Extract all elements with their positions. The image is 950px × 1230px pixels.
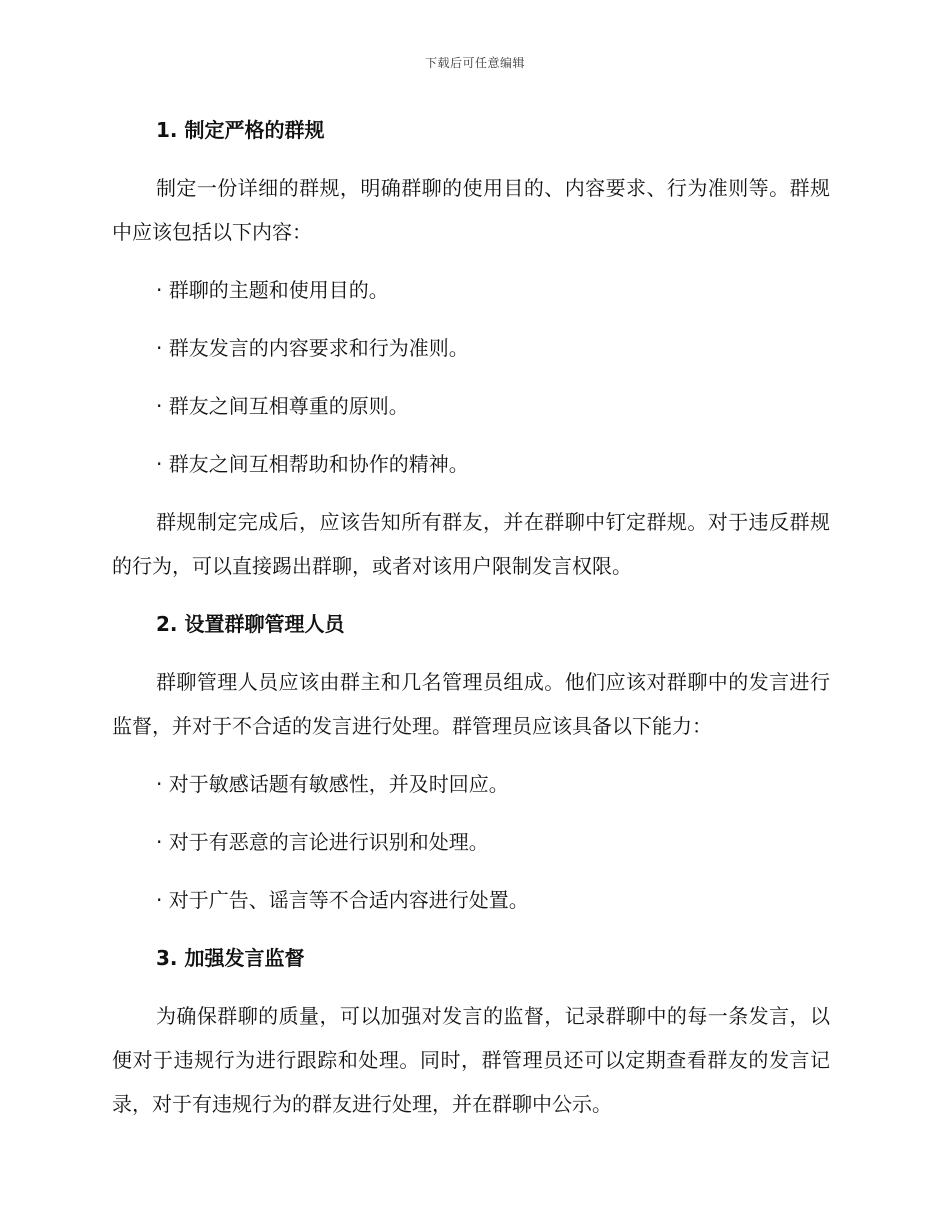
section-1-bullet: · 群友发言的内容要求和行为准则。 — [156, 336, 469, 360]
section-3-body: 为确保群聊的质量，可以加强对发言的监督，记录群聊中的每一条发言，以便对于违规行为进行跟踪和处理。同时，群管理员还可以定期查看群友的发言记录，对于有违规行为的群友进行处理，并在群聊中公示。 — [112, 1004, 830, 1116]
section-1-closing: 群规制定完成后，应该告知所有群友，并在群聊中钉定群规。对于违反群规的行为，可以直接踢出群聊，或者对该用户限制发言权限。 — [112, 510, 830, 578]
section-2-bullet: · 对于敏感话题有敏感性，并及时回应。 — [156, 772, 509, 796]
section-1-heading: 1. 制定严格的群规 — [156, 118, 325, 142]
section-1-bullet: · 群友之间互相尊重的原则。 — [156, 394, 409, 418]
section-2-bullet: · 对于有恶意的言论进行识别和处理。 — [156, 830, 489, 854]
section-2-intro: 群聊管理人员应该由群主和几名管理员组成。他们应该对群聊中的发言进行监督，并对于不合适的发言进行处理。群管理员应该具备以下能力： — [112, 670, 830, 738]
section-2-bullet: · 对于广告、谣言等不合适内容进行处置。 — [156, 888, 529, 912]
section-1-bullet: · 群聊的主题和使用目的。 — [156, 278, 389, 302]
download-note: 下载后可任意编辑 — [424, 56, 525, 70]
section-1-intro: 制定一份详细的群规，明确群聊的使用目的、内容要求、行为准则等。群规中应该包括以下内容： — [112, 176, 830, 244]
document-body — [112, 108, 830, 1140]
section-3-heading: 3. 加强发言监督 — [156, 946, 305, 970]
section-1-bullet: · 群友之间互相帮助和协作的精神。 — [156, 452, 469, 476]
section-2-heading: 2. 设置群聊管理人员 — [156, 612, 345, 636]
